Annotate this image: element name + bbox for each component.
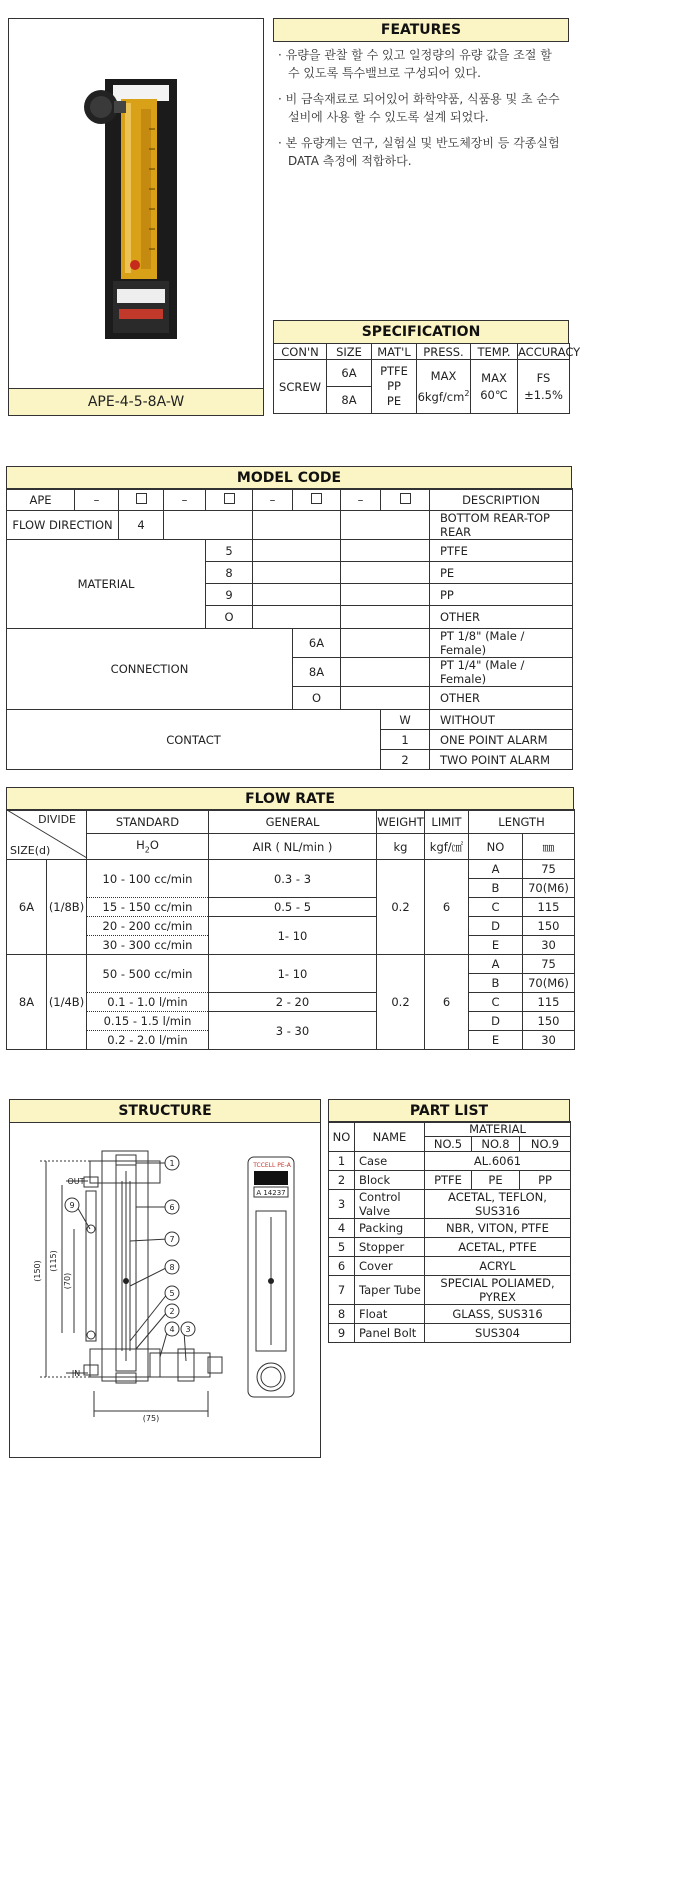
pl-row-material: PE: [472, 1171, 520, 1190]
feature-item: · 본 유량계는 연구, 실험실 및 반도체장비 등 각종실험 DATA 측정에 적합하다.: [278, 136, 560, 168]
fr-water-range: 30 - 300 cc/min: [87, 936, 209, 955]
mc-dash: –: [75, 489, 119, 511]
fr-divide-label: DIVIDE: [38, 813, 76, 826]
mc-flow-direction-desc: BOTTOM REAR-TOP REAR: [430, 511, 573, 540]
fr-weight-head: WEIGHT: [377, 810, 425, 834]
mc-material-code: O: [206, 606, 253, 629]
spec-head-matl: MAT'L: [372, 344, 417, 360]
spec-temp-line2: 60℃: [480, 387, 508, 402]
spec-press-line2: $6kgf/cm^2$: [417, 388, 470, 404]
pl-row-material: NBR, VITON, PTFE: [425, 1219, 571, 1238]
fr-water-range: 15 - 150 cc/min: [87, 898, 209, 917]
mc-connection-label: CONNECTION: [7, 629, 293, 710]
mc-material-label: MATERIAL: [7, 540, 206, 629]
features-header: [273, 18, 569, 42]
pl-row-material: SPECIAL POLIAMED, PYREX: [425, 1276, 571, 1305]
pl-name-head: NAME: [355, 1122, 425, 1152]
callout-5: 5: [169, 1289, 175, 1298]
mc-connection-desc: OTHER: [430, 687, 573, 710]
fr-water-range: 10 - 100 cc/min: [87, 860, 209, 898]
callout-2: 2: [169, 1307, 175, 1316]
fr-water-range: 20 - 200 cc/min: [87, 917, 209, 936]
in-label: IN: [71, 1369, 81, 1378]
part-list-title: PART LIST: [409, 1103, 489, 1119]
product-caption: [8, 388, 264, 416]
pl-row-material: AL.6061: [425, 1152, 571, 1171]
part-list-table: [328, 1121, 571, 1343]
callout-7: 7: [169, 1235, 175, 1244]
spec-acc-line2: ±1.5%: [524, 387, 563, 402]
checkbox-square-icon: [311, 493, 322, 504]
mc-contact-desc: ONE POINT ALARM: [430, 730, 573, 750]
pl-row-material: ACRYL: [425, 1257, 571, 1276]
spec-press-line1: MAX: [430, 368, 457, 383]
spec-head-press: PRESS.: [417, 344, 471, 360]
fr-weight-6a: 0.2: [377, 860, 425, 955]
specification-table: [273, 343, 581, 414]
fr-general-head: GENERAL: [209, 810, 377, 834]
mc-contact-label: CONTACT: [7, 710, 381, 770]
dim-70: (70): [63, 1272, 72, 1290]
pl-no-head: NO: [329, 1122, 355, 1152]
pl-row-name: Float: [355, 1305, 425, 1324]
spec-acc-line1: FS: [536, 370, 551, 385]
spec-matl-value: [372, 360, 417, 414]
mc-contact-code: W: [381, 710, 430, 730]
feature-item: · 유량을 관찰 할 수 있고 일정량의 유량 값을 조절 할 수 있도록 특수밸브로 구성되어 있다.: [278, 48, 552, 80]
fr-length-mm: 115: [523, 993, 575, 1012]
fr-length-no: D: [469, 917, 523, 936]
mc-flow-direction-label: FLOW DIRECTION: [7, 511, 119, 540]
checkbox-square-icon: [400, 493, 411, 504]
fr-length-no: C: [469, 993, 523, 1012]
pl-row-no: 6: [329, 1257, 355, 1276]
pl-row-no: 3: [329, 1190, 355, 1219]
fr-water-range: 0.1 - 1.0 l/min: [87, 993, 209, 1012]
pl-sub-no9: NO.9: [520, 1137, 571, 1152]
mc-box: [293, 489, 341, 511]
pl-row-no: 2: [329, 1171, 355, 1190]
fr-length-no: B: [469, 879, 523, 898]
dim-75: (75): [142, 1414, 160, 1423]
fr-inch-6a: (1/8B): [47, 860, 87, 955]
fr-water-range: 50 - 500 cc/min: [87, 955, 209, 993]
mc-ape: APE: [7, 489, 75, 511]
checkbox-square-icon: [136, 493, 147, 504]
fr-length-mm: 70(M6): [523, 974, 575, 993]
spec-accuracy-value: [518, 360, 570, 414]
mc-material-desc: OTHER: [430, 606, 573, 629]
pl-row-material: ACETAL, PTFE: [425, 1238, 571, 1257]
fr-water-range: 0.15 - 1.5 l/min: [87, 1012, 209, 1031]
pl-material-head: MATERIAL: [425, 1122, 571, 1137]
mc-material-code: 9: [206, 584, 253, 606]
fr-size-8a: 8A: [7, 955, 47, 1050]
mc-box: [119, 489, 164, 511]
spec-head-size: SIZE: [327, 344, 372, 360]
fr-length-no: C: [469, 898, 523, 917]
model-code-header: [6, 466, 572, 490]
mc-dash: –: [341, 489, 381, 511]
fr-kg-head: kg: [377, 834, 425, 860]
pl-row-no: 9: [329, 1324, 355, 1343]
pl-row-name: Packing: [355, 1219, 425, 1238]
fr-air-head: AIR ( NL/min ): [209, 834, 377, 860]
spec-size-8a: 8A: [327, 387, 372, 414]
mc-material-desc: PE: [430, 562, 573, 584]
fr-length-mm: 150: [523, 917, 575, 936]
fr-air-range: 0.3 - 3: [209, 860, 377, 898]
flow-rate-title: FLOW RATE: [245, 791, 335, 807]
fr-air-range: 1- 10: [209, 917, 377, 955]
spec-temp-line1: MAX: [481, 370, 507, 385]
fr-length-no: E: [469, 936, 523, 955]
mc-material-desc: PP: [430, 584, 573, 606]
fr-length-head: LENGTH: [469, 810, 575, 834]
mc-contact-desc: TWO POINT ALARM: [430, 750, 573, 770]
fr-weight-8a: 0.2: [377, 955, 425, 1050]
fr-size-label: SIZE(d): [10, 844, 51, 857]
pl-row-material: PTFE: [425, 1171, 472, 1190]
fr-air-range: 0.5 - 5: [209, 898, 377, 917]
spec-press-value: [417, 360, 471, 414]
pl-row-name: Taper Tube: [355, 1276, 425, 1305]
mc-description-head: DESCRIPTION: [430, 489, 573, 511]
fr-length-no: A: [469, 860, 523, 879]
pl-row-no: 8: [329, 1305, 355, 1324]
fr-length-no: A: [469, 955, 523, 974]
dim-115: (115): [49, 1250, 58, 1272]
mc-material-desc: PTFE: [430, 540, 573, 562]
checkbox-square-icon: [224, 493, 235, 504]
mc-box: [206, 489, 253, 511]
structure-header: [9, 1099, 321, 1123]
fr-size-6a: 6A: [7, 860, 47, 955]
fr-air-range: 3 - 30: [209, 1012, 377, 1050]
flowmeter-photo: [9, 19, 263, 389]
flow-rate-header: [6, 787, 574, 811]
pl-row-no: 5: [329, 1238, 355, 1257]
fr-water-range: 0.2 - 2.0 l/min: [87, 1031, 209, 1050]
plate-serial: A 14237: [256, 1189, 286, 1197]
pl-row-name: Block: [355, 1171, 425, 1190]
mc-contact-code: 2: [381, 750, 430, 770]
fr-limit-head: LIMIT: [425, 810, 469, 834]
mc-connection-code: 6A: [293, 629, 341, 658]
mc-connection-desc: PT 1/8" (Male / Female): [430, 629, 573, 658]
spec-matl-pp: PP: [387, 379, 401, 393]
fr-mm-head: ㎜: [523, 834, 575, 860]
mc-contact-desc: WITHOUT: [430, 710, 573, 730]
mc-material-code: 5: [206, 540, 253, 562]
feature-item: · 비 금속재료로 되어있어 화학약품, 식품용 및 초 순수 설비에 사용 할 수 있도록 설계 되었다.: [278, 92, 560, 124]
mc-dash: –: [253, 489, 293, 511]
model-code-title: MODEL CODE: [236, 470, 342, 486]
fr-limit-6a: 6: [425, 860, 469, 955]
fr-no-head: NO: [469, 834, 523, 860]
features-list: [278, 46, 566, 178]
fr-h2o-head: $H_2O$: [87, 834, 209, 860]
pl-row-name: Cover: [355, 1257, 425, 1276]
spec-matl-pe: PE: [386, 394, 402, 408]
callout-9: 9: [69, 1201, 75, 1210]
plate-logo: TCCELL PE-A: [253, 1162, 291, 1169]
out-label: OUT: [67, 1177, 85, 1186]
pl-row-no: 7: [329, 1276, 355, 1305]
fr-length-no: D: [469, 1012, 523, 1031]
callout-4: 4: [169, 1325, 175, 1334]
fr-length-mm: 75: [523, 955, 575, 974]
spec-head-accuracy: ACCURACY: [518, 344, 581, 359]
fr-length-no: E: [469, 1031, 523, 1050]
fr-length-mm: 30: [523, 1031, 575, 1050]
pl-row-material: PP: [520, 1171, 571, 1190]
specification-title: SPECIFICATION: [361, 324, 481, 340]
pl-row-name: Case: [355, 1152, 425, 1171]
dim-150: (150): [33, 1260, 42, 1282]
mc-connection-desc: PT 1/4" (Male / Female): [430, 658, 573, 687]
pl-row-material: SUS304: [425, 1324, 571, 1343]
fr-air-range: 2 - 20: [209, 993, 377, 1012]
pl-row-material: GLASS, SUS316: [425, 1305, 571, 1324]
mc-connection-code: O: [293, 687, 341, 710]
product-model-label: APE-4-5-8A-W: [87, 394, 185, 410]
fr-length-mm: 70(M6): [523, 879, 575, 898]
mc-connection-code: 8A: [293, 658, 341, 687]
fr-divide-cell: [7, 810, 87, 860]
features-title: FEATURES: [380, 22, 462, 38]
spec-size-6a: 6A: [327, 360, 372, 387]
fr-length-mm: 30: [523, 936, 575, 955]
fr-kgf-head: kgf/㎠: [425, 834, 469, 860]
pl-row-name: Panel Bolt: [355, 1324, 425, 1343]
mc-contact-code: 1: [381, 730, 430, 750]
part-list-header: [328, 1099, 570, 1123]
pl-row-no: 1: [329, 1152, 355, 1171]
structure-title: STRUCTURE: [118, 1103, 212, 1119]
pl-sub-no5: NO.5: [425, 1137, 472, 1152]
callout-6: 6: [169, 1203, 175, 1212]
mc-dash: –: [164, 489, 206, 511]
spec-head-temp: TEMP.: [471, 344, 518, 360]
fr-inch-8a: (1/4B): [47, 955, 87, 1050]
specification-header: [273, 320, 569, 344]
flow-rate-table: [6, 809, 575, 1050]
fr-length-mm: 75: [523, 860, 575, 879]
fr-air-range: 1- 10: [209, 955, 377, 993]
spec-head-conn: CON'N: [274, 344, 327, 360]
fr-length-no: B: [469, 974, 523, 993]
mc-flow-direction-code: 4: [119, 511, 164, 540]
callout-8: 8: [169, 1263, 175, 1272]
callout-1: 1: [169, 1159, 175, 1168]
spec-temp-value: [471, 360, 518, 414]
mc-box: [381, 489, 430, 511]
pl-row-name: Control Valve: [355, 1190, 425, 1219]
structure-drawing: [10, 1121, 320, 1457]
pl-sub-no8: NO.8: [472, 1137, 520, 1152]
spec-matl-ptfe: PTFE: [380, 364, 408, 378]
callout-3: 3: [185, 1325, 191, 1334]
fr-standard-head: STANDARD: [87, 810, 209, 834]
pl-row-name: Stopper: [355, 1238, 425, 1257]
model-code-table: [6, 488, 573, 770]
pl-row-no: 4: [329, 1219, 355, 1238]
fr-limit-8a: 6: [425, 955, 469, 1050]
pl-row-material: ACETAL, TEFLON, SUS316: [425, 1190, 571, 1219]
structure-drawing-frame: [9, 1121, 321, 1458]
spec-conn-value: SCREW: [274, 360, 327, 414]
fr-length-mm: 150: [523, 1012, 575, 1031]
mc-material-code: 8: [206, 562, 253, 584]
product-photo-frame: [8, 18, 264, 390]
fr-length-mm: 115: [523, 898, 575, 917]
